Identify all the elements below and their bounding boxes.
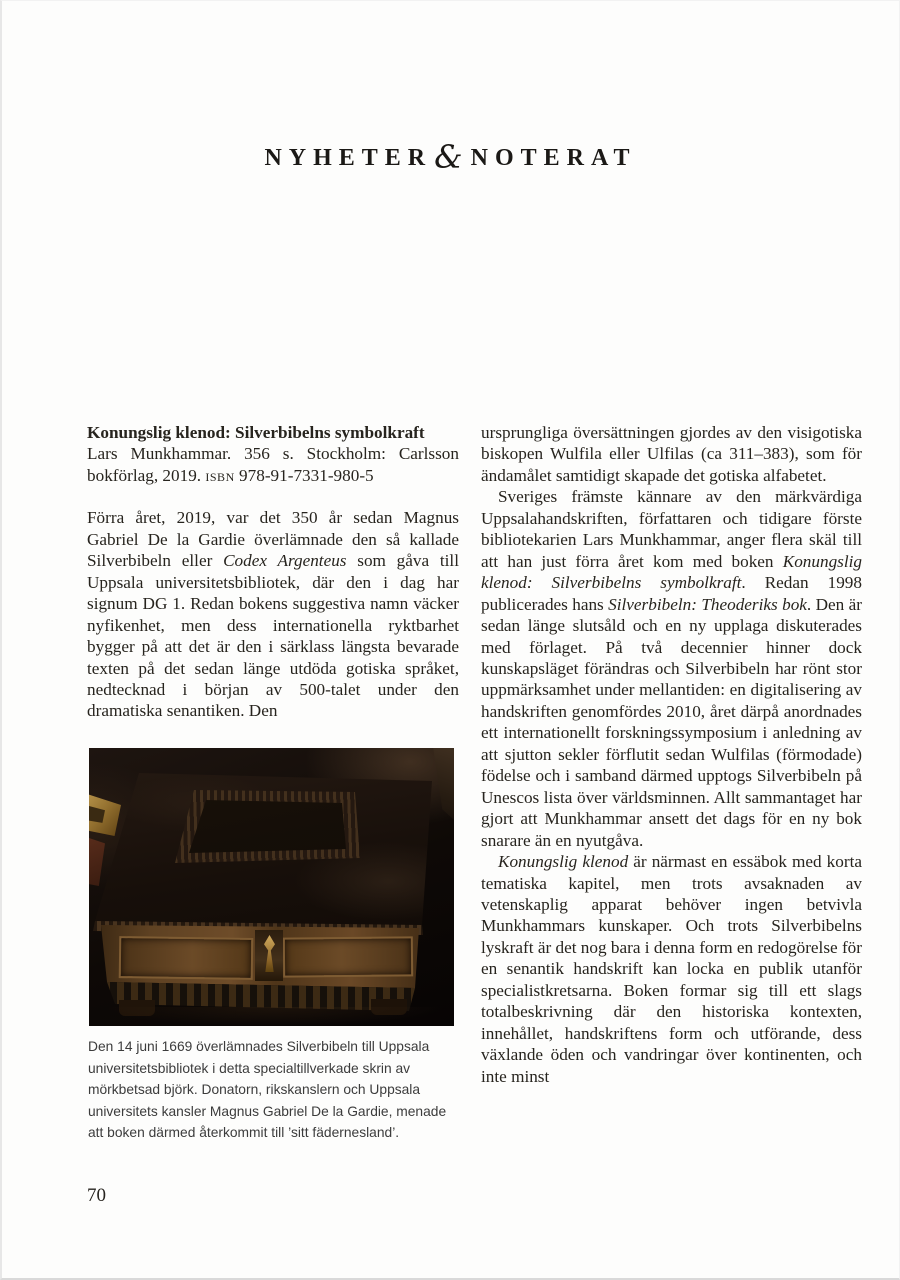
- text-segment: Lars Munkhammar. 356 s. Stockholm: Carlsson bokförlag, 2019.: [87, 444, 459, 485]
- photo-caption: [88, 1036, 462, 1144]
- text-segment: Sveriges främste kännare av den märkvärdiga Uppsalahandskriften, författaren och tidigare förste bibliotekarien Lars Munkhammar, anger flera skäl till att han just förra året kom med boken: [481, 487, 862, 571]
- table-reflection: [109, 1007, 439, 1026]
- text-segment: 978-91-7331-980-5: [234, 465, 374, 485]
- ampersand-ornament: &: [434, 138, 463, 176]
- review-title: Konungslig klenod: Silverbibelns symbolkraft: [87, 423, 425, 442]
- text-segment: Konungslig klenod: Silverbibelns symbolkraft: [481, 551, 862, 593]
- text-segment: isbn: [205, 465, 235, 485]
- casket-front-panel-left: [119, 936, 254, 980]
- review-paragraph: [481, 422, 862, 486]
- photo-silverbibeln-casket: [89, 748, 454, 1026]
- review-paragraph: [481, 486, 862, 851]
- text-segment: ursprungliga översättningen gjordes av den visigotiska biskopen Wulfila eller Ulfilas (ca 311–383), som för ändamålet samtidigt skapade det gotiska alfabetet.: [481, 423, 862, 485]
- text-segment: . Redan 1998 publicerades hans: [481, 573, 862, 614]
- text-segment: Silverbibeln: Theoderiks bok: [608, 594, 807, 614]
- review-paragraph: [481, 851, 862, 1087]
- section-heading: [2, 138, 899, 176]
- text-segment: . Den är sedan länge slutsåld och en ny upplaga diskuterades med förlaget. På två decennier hinner dock kunskapsläget förändras och Silverbibeln har rönt stor uppmärksamhet under mellantiden: en digitalisering av handskriften genomfördes 2010, året därpå anordnades ett internationellt forskningssymposium i anledning av att sjutton sekler förflutit sedan Wulfilas (förmodade) födelse och i samband därmed upptogs Silverbibeln på Unescos lista över världsminnen. Allt sammantaget har gjort att Munkhammar ansett det dags för en ny bok snarare än en nyutgåva.: [481, 594, 862, 850]
- section-heading-right: NOTERAT: [470, 145, 637, 171]
- right-column: [481, 422, 862, 1087]
- text-segment: Konungslig klenod: [498, 852, 629, 872]
- page-number: 70: [87, 1185, 106, 1206]
- review-bibliography: [87, 443, 459, 486]
- text-segment: Codex Argenteus: [223, 551, 347, 571]
- casket-front-panel-right: [283, 936, 413, 977]
- text-segment: som gåva till Uppsala universitetsbibliotek, där den i dag har signum DG 1. Redan bokens suggestiva namn väcker nyfikenhet, men dess internationella ryktbarhet bygger på att det är den i särklass längsta bevarade texten på det sedan länge utdöda gotiska språket, nedtecknad i början av 500-talet under den dramatiska senantiken. Den: [87, 551, 459, 721]
- left-column: [87, 422, 459, 722]
- reddish-object: [89, 834, 105, 886]
- text-segment: är närmast en essäbok med korta tematiska kapitel, men trots avsaknaden av vetenskaplig apparat behöver ingen betvivla Munkhammars kunskaper. Och trots Silverbibelns lyskraft är det nog bara i denna form en redogörelse för en senantik handskrift kan locka en publik utanför specialistkretsarna. Boken formar sig till ett slags totalbeskrivning där den historiska kontexten, innehållet, handskriftens form och utförande, dess växlande öden och vandringar över kontinenten, och inte minst: [481, 852, 862, 1086]
- background-patch: [428, 748, 454, 820]
- text-segment: Den 14 juni 1669 överlämnades Silverbibeln till Uppsala universitetsbibliotek i detta specialtillverkade skrin av mörkbetsad björk. Donatorn, rikskanslern och Uppsala universitets kansler Magnus Gabriel De la Gardie, menade att boken därmed återkommit till ’sitt fädernesland’.: [88, 1039, 447, 1140]
- review-paragraph-lead: [87, 507, 459, 722]
- text-segment: Förra året, 2019, var det 350 år sedan Magnus Gabriel De la Gardie överlämnade den så kallade Silverbibeln eller: [87, 508, 459, 571]
- section-heading-left: NYHETER: [264, 145, 433, 171]
